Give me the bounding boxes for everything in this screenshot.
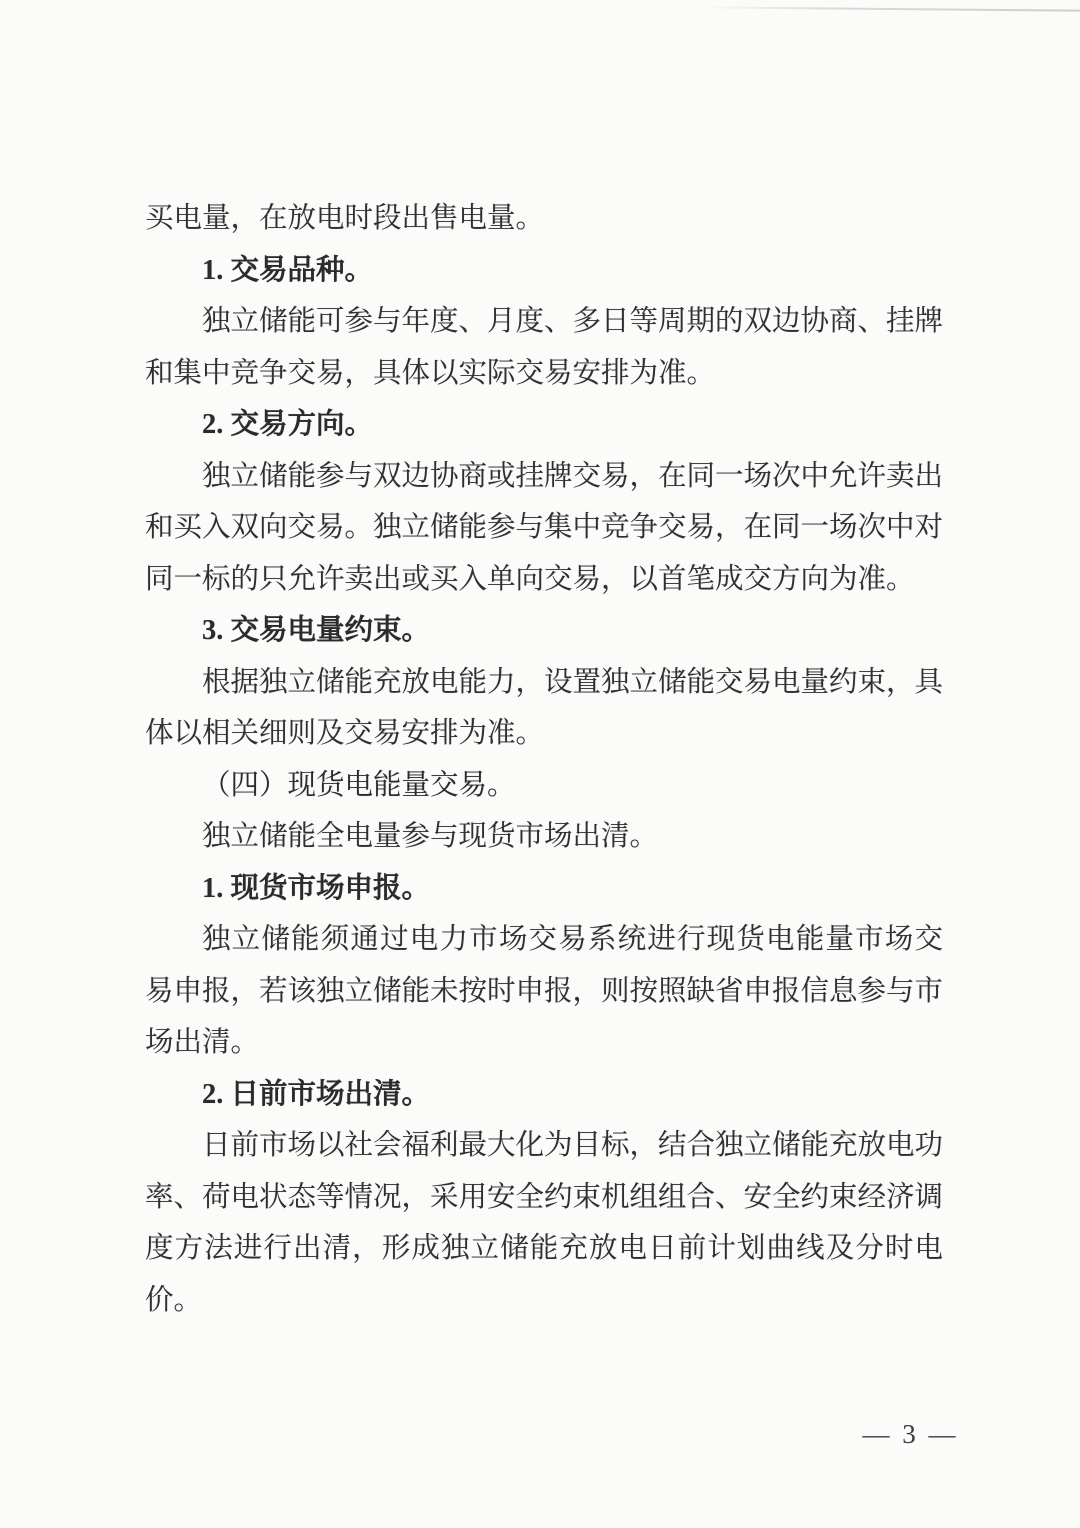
numbered-heading — [145, 1069, 943, 1121]
paragraph — [145, 193, 943, 245]
scan-artifact-line — [698, 6, 1080, 11]
text-line: 价。 — [145, 1284, 203, 1316]
page-number: — 3 — — [862, 1419, 959, 1449]
numbered-heading — [145, 399, 943, 451]
text-line: 独立储能参与双边协商或挂牌交易，在同一场次中允许卖出 — [202, 460, 944, 492]
text-line: 独立储能须通过电力市场交易系统进行现货电能量市场交 — [202, 924, 943, 955]
document-text-content — [145, 193, 943, 1326]
numbered-heading — [145, 605, 943, 657]
text-line: 独立储能全电量参与现货市场出清。 — [202, 821, 659, 852]
paragraph — [145, 657, 943, 760]
text-line: （四）现货电能量交易。 — [202, 769, 516, 801]
paragraph — [145, 451, 943, 606]
text-line: 1. 现货市场申报。 — [202, 872, 431, 904]
text-line: 易申报，若该独立储能未按时申报，则按照缺省申报信息参与市 — [145, 975, 944, 1007]
text-line: 和买入双向交易。独立储能参与集中竞争交易，在同一场次中对 — [145, 512, 944, 543]
paragraph — [145, 811, 943, 863]
paragraph — [145, 1120, 943, 1326]
section-heading — [145, 760, 943, 812]
text-line: 3. 交易电量约束。 — [202, 615, 431, 646]
paragraph — [145, 296, 943, 399]
text-line: 2. 交易方向。 — [202, 409, 374, 440]
text-line: 日前市场以社会福利最大化为目标，结合独立储能充放电功 — [202, 1130, 944, 1161]
text-line: 根据独立储能充放电能力，设置独立储能交易电量约束，具 — [202, 666, 944, 698]
paragraph — [145, 914, 943, 1069]
text-line: 同一标的只允许卖出或买入单向交易，以首笔成交方向为准。 — [145, 563, 915, 595]
text-line: 场出清。 — [145, 1027, 260, 1058]
text-line: 2. 日前市场出清。 — [202, 1078, 431, 1110]
text-line: 买电量，在放电时段出售电量。 — [145, 203, 545, 234]
text-line: 1. 交易品种。 — [202, 254, 374, 286]
numbered-heading — [145, 863, 943, 915]
text-line: 独立储能可参与年度、月度、多日等周期的双边协商、挂牌 — [202, 306, 944, 337]
text-line: 度方法进行出清，形成独立储能充放电日前计划曲线及分时电 — [145, 1233, 943, 1264]
text-line: 和集中竞争交易，具体以实际交易安排为准。 — [145, 357, 716, 389]
text-line: 率、荷电状态等情况，采用安全约束机组组合、安全约束经济调 — [145, 1181, 944, 1213]
numbered-heading — [145, 245, 943, 297]
text-line: 体以相关细则及交易安排为准。 — [145, 718, 545, 749]
